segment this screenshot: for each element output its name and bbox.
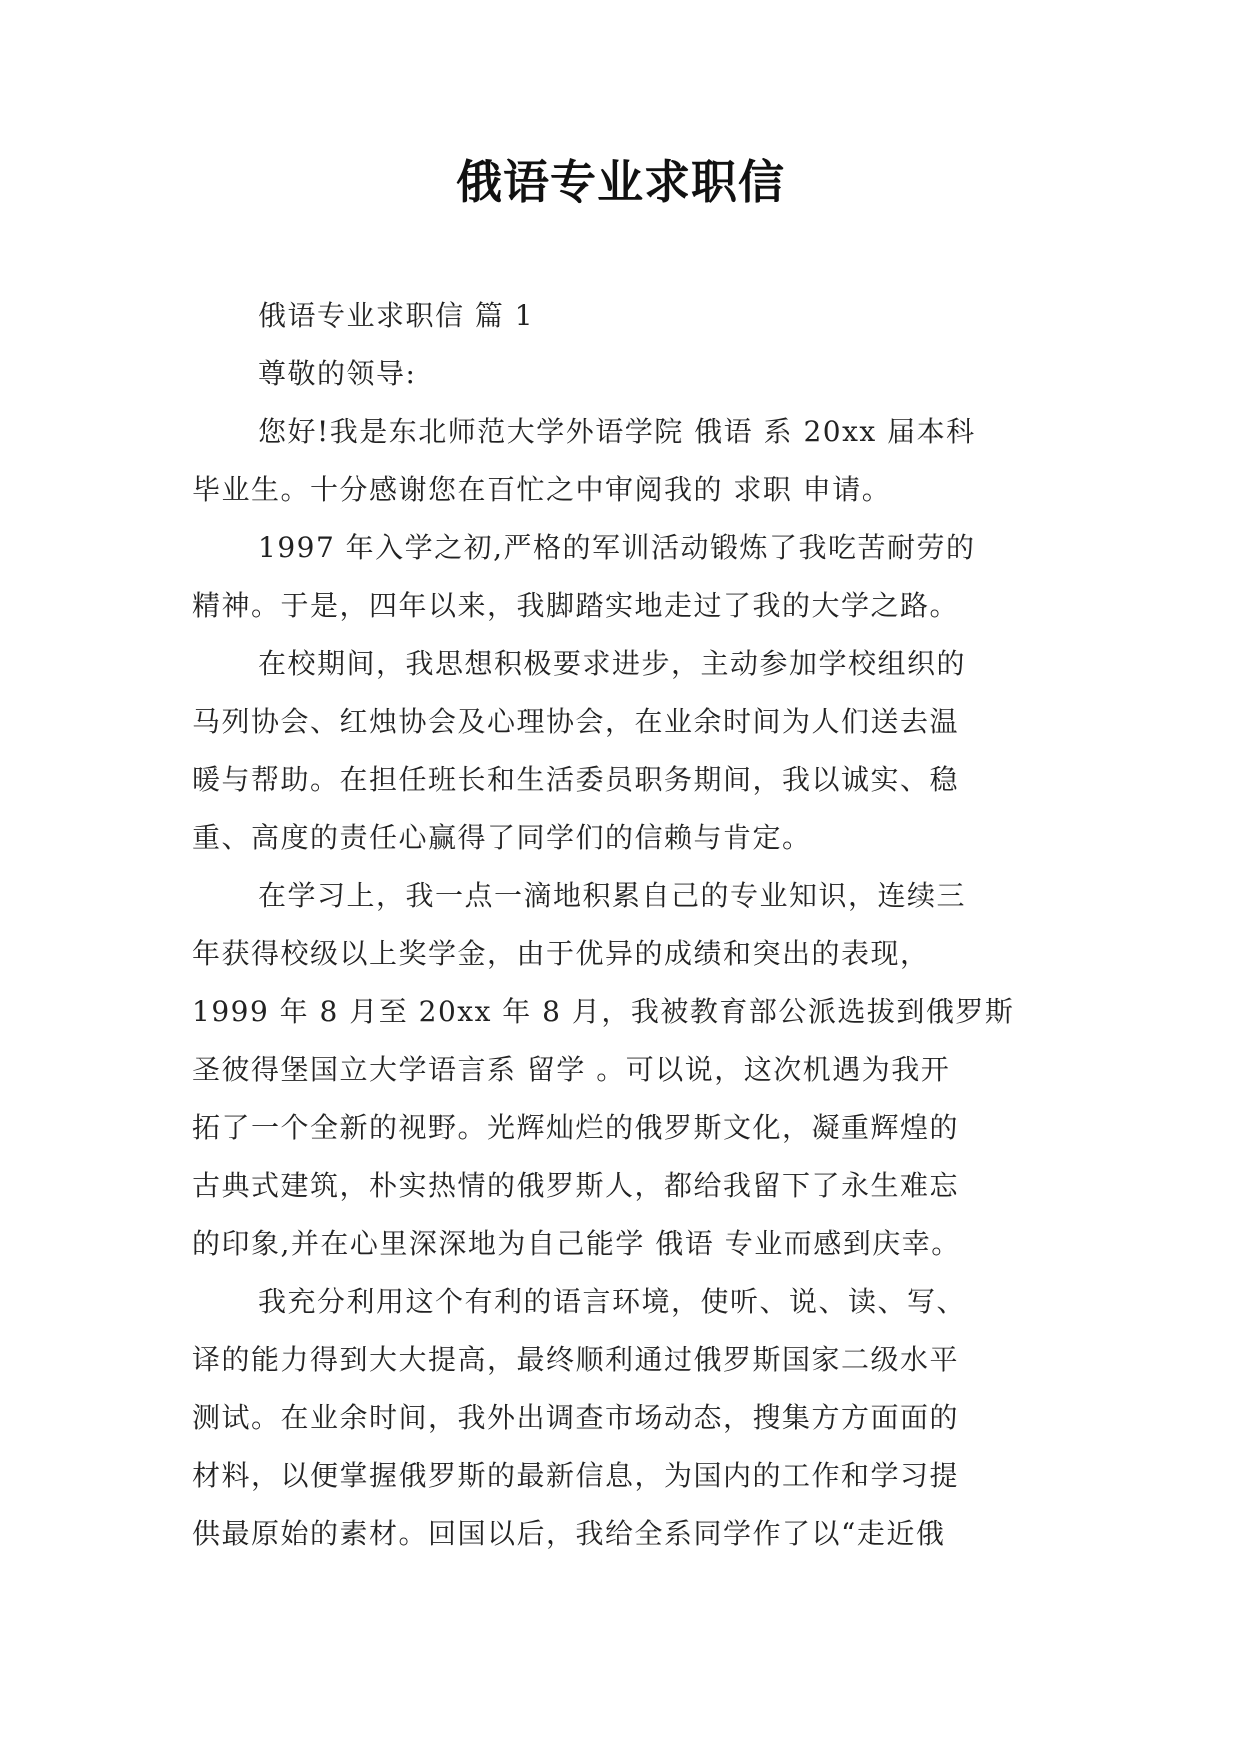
text-line: 圣彼得堡国立大学语言系 留学 。可以说，这次机遇为我开 bbox=[192, 1053, 951, 1086]
text-line: 尊敬的领导: bbox=[258, 357, 417, 390]
text-line: 俄语专业求职信 篇 1 bbox=[258, 299, 535, 332]
text-line: 古典式建筑，朴实热情的俄罗斯人，都给我留下了永生难忘 bbox=[192, 1169, 960, 1202]
text-line: 译的能力得到大大提高，最终顺利通过俄罗斯国家二级水平 bbox=[192, 1343, 960, 1376]
text-line: 材料，以便掌握俄罗斯的最新信息，为国内的工作和学习提 bbox=[192, 1459, 960, 1492]
text-line: 暖与帮助。在担任班长和生活委员职务期间，我以诚实、稳 bbox=[192, 763, 960, 796]
text-line: 您好!我是东北师范大学外语学院 俄语 系 20xx 届本科 bbox=[258, 415, 976, 448]
text-line: 拓了一个全新的视野。光辉灿烂的俄罗斯文化，凝重辉煌的 bbox=[192, 1111, 960, 1144]
text-line: 1997 年入学之初,严格的军训活动锻炼了我吃苦耐劳的 bbox=[258, 531, 976, 564]
text-line: 1999 年 8 月至 20xx 年 8 月，我被教育部公派选拔到俄罗斯 bbox=[192, 995, 1015, 1028]
text-line: 测试。在业余时间，我外出调查市场动态，搜集方方面面的 bbox=[192, 1401, 960, 1434]
text-line: 在校期间，我思想积极要求进步，主动参加学校组织的 bbox=[258, 647, 967, 680]
text-line: 年获得校级以上奖学金，由于优异的成绩和突出的表现， bbox=[192, 937, 930, 970]
text-line: 我充分利用这个有利的语言环境，使听、说、读、写、 bbox=[258, 1285, 967, 1318]
document-title: 俄语专业求职信 bbox=[456, 155, 785, 209]
text-line: 供最原始的素材。回国以后，我给全系同学作了以“走近俄 bbox=[192, 1517, 946, 1550]
text-line: 在学习上，我一点一滴地积累自己的专业知识，连续三 bbox=[258, 879, 967, 912]
text-line: 精神。于是，四年以来，我脚踏实地走过了我的大学之路。 bbox=[192, 589, 960, 622]
text-line: 的印象,并在心里深深地为自己能学 俄语 专业而感到庆幸。 bbox=[192, 1227, 961, 1260]
letter-body bbox=[192, 287, 1072, 1563]
text-line: 重、高度的责任心赢得了同学们的信赖与肯定。 bbox=[192, 821, 812, 854]
text-line: 马列协会、红烛协会及心理协会，在业余时间为人们送去温 bbox=[192, 705, 960, 738]
text-line: 毕业生。十分感谢您在百忙之中审阅我的 求职 申请。 bbox=[192, 473, 892, 506]
